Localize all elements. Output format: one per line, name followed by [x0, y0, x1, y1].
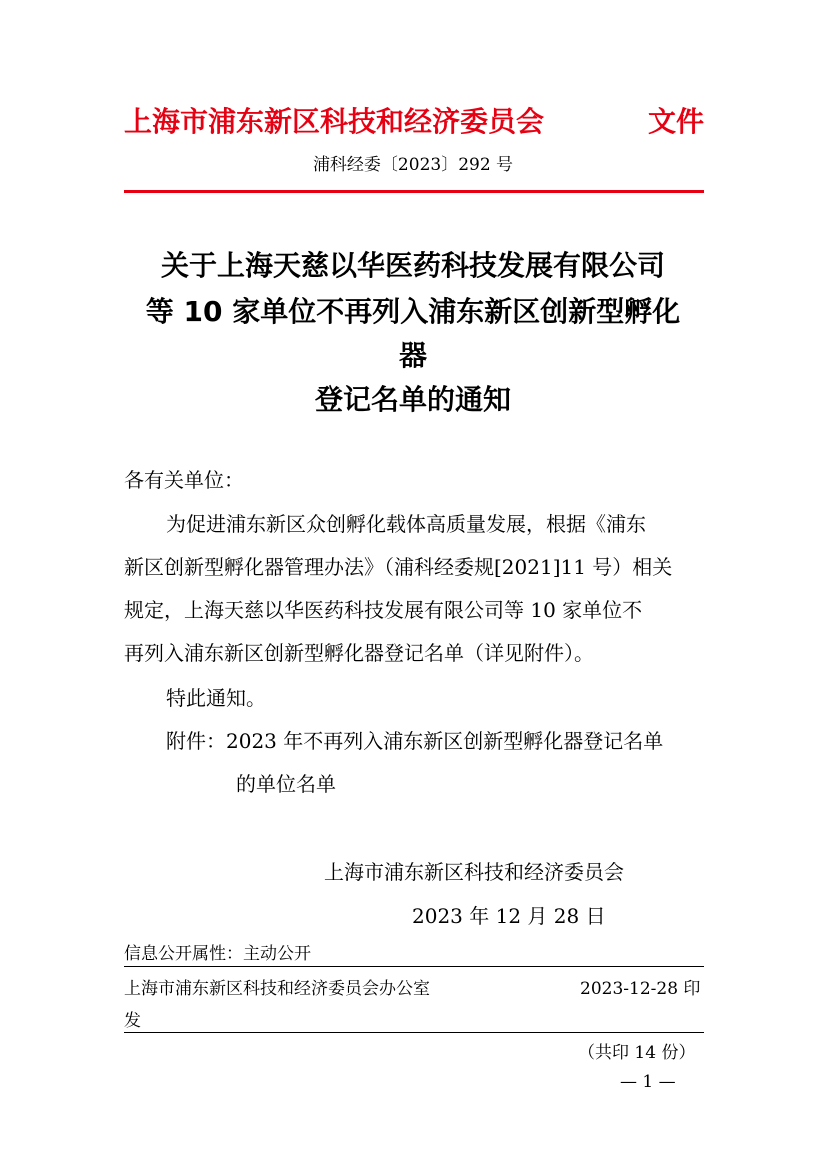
- title-line-3: 器: [398, 339, 427, 372]
- disclosure-attribute: 信息公开属性：主动公开: [124, 944, 311, 964]
- paragraph-1-line-4: 再列入浦东新区创新型孵化器登记名单（详见附件）。: [124, 641, 594, 665]
- page-number: — 1 —: [620, 1072, 676, 1092]
- footer-rule-top: [124, 966, 704, 967]
- salutation: 各有关单位：: [124, 468, 244, 492]
- title-line-2: 等 10 家单位不再列入浦东新区创新型孵化: [145, 295, 681, 328]
- closing-phrase: 特此通知。: [166, 686, 266, 710]
- copies-count: （共印 14 份）: [578, 1043, 696, 1063]
- footer-rule-bottom: [124, 1032, 704, 1033]
- printing-office: 上海市浦东新区科技和经济委员会办公室: [124, 979, 430, 999]
- paragraph-1-line-1: 为促进浦东新区众创孵化载体高质量发展，根据《浦东: [166, 512, 646, 536]
- title-line-1: 关于上海天慈以华医药科技发展有限公司: [160, 249, 665, 282]
- attachment-line-1[interactable]: 附件：2023 年不再列入浦东新区创新型孵化器登记名单: [166, 729, 664, 753]
- paragraph-1-line-2: 新区创新型孵化器管理办法》（浦科经委规[2021]11 号）相关: [124, 555, 673, 579]
- attachment-line-2[interactable]: 的单位名单: [236, 772, 336, 796]
- masthead: [124, 100, 704, 140]
- masthead-doc-type: 文件: [647, 105, 704, 138]
- red-separator-line: [124, 190, 704, 193]
- masthead-issuer: 上海市浦东新区科技和经济委员会: [124, 105, 545, 138]
- title-line-4: 登记名单的通知: [314, 383, 511, 416]
- print-date-wrap: 发: [124, 1011, 141, 1031]
- document-number: 浦科经委〔2023〕292 号: [312, 155, 514, 175]
- signature-date: 2023 年 12 月 28 日: [412, 904, 606, 928]
- print-date: 2023-12-28 印: [580, 979, 701, 999]
- paragraph-1-line-3: 规定，上海天慈以华医药科技发展有限公司等 10 家单位不: [124, 598, 643, 622]
- signature-issuer: 上海市浦东新区科技和经济委员会: [324, 860, 624, 884]
